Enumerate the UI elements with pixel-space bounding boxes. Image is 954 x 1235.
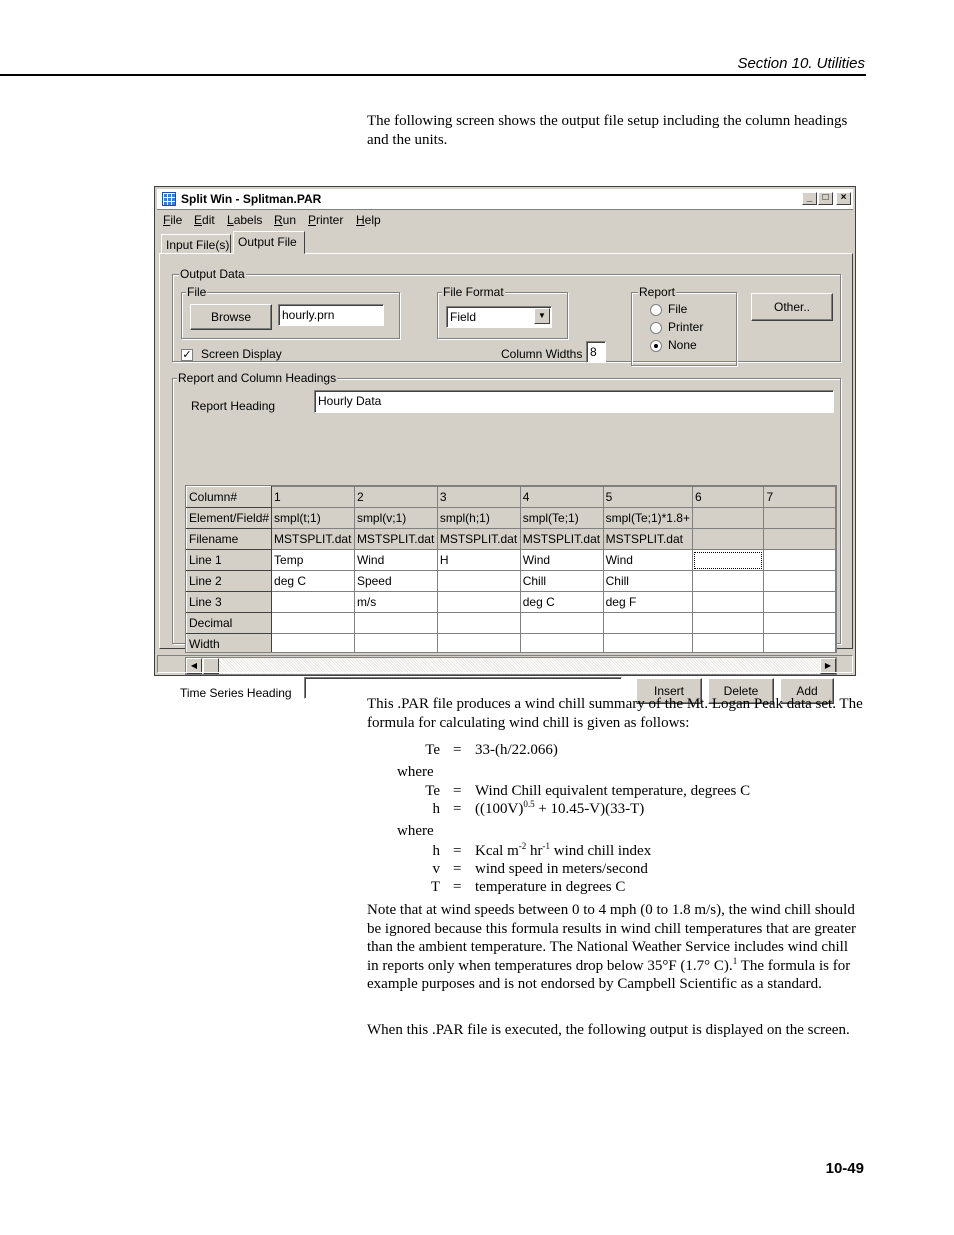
grid-cell[interactable]: 1 (272, 487, 355, 508)
intro-paragraph: The following screen shows the output file setup including the column headings and the units. (367, 113, 848, 148)
grid-cell[interactable]: MSTSPLIT.dat (272, 529, 355, 550)
grid-cell[interactable]: 5 (603, 487, 692, 508)
grid-cell[interactable]: MSTSPLIT.dat (354, 529, 437, 550)
table-row (187, 508, 836, 529)
insert-button[interactable]: Insert (636, 678, 702, 704)
headings-table (186, 486, 836, 653)
grid-cell[interactable] (764, 613, 836, 634)
column-widths-label: Column Widths (501, 347, 583, 361)
grid-cell[interactable] (692, 550, 763, 571)
file-group (181, 285, 400, 339)
file-format-select[interactable] (446, 306, 552, 328)
grid-cell[interactable] (692, 508, 763, 529)
def-h-index-val: Kcal $m^{-2}$ $hr^{-1}$ wind chill index (475, 841, 652, 859)
output-data-group (172, 267, 841, 362)
grid-cell[interactable]: 2 (354, 487, 437, 508)
grid-cell[interactable] (603, 634, 692, 654)
grid-cell[interactable]: 6 (692, 487, 763, 508)
body-paragraph-3: When this .PAR file is executed, the following output is displayed on the screen. (367, 1022, 850, 1038)
grid-cell[interactable] (692, 529, 763, 550)
def-h-eq: = (453, 801, 462, 817)
headings-group-label: Report and Column Headings (178, 371, 337, 385)
report-printer-radio[interactable] (650, 322, 662, 334)
report-printer-label: Printer (668, 320, 704, 334)
screen-display-label: Screen Display (201, 347, 282, 361)
grid-cell[interactable] (520, 613, 603, 634)
grid-row-header: Decimal (187, 613, 272, 634)
grid-cell[interactable]: deg C (272, 571, 355, 592)
file-format-label: File Format (443, 285, 504, 299)
grid-cell[interactable] (437, 592, 520, 613)
grid-cell[interactable]: m/s (354, 592, 437, 613)
report-file-radio[interactable] (650, 304, 662, 316)
def-h-index-eq: = (453, 843, 462, 859)
table-row (187, 550, 836, 571)
grid-cell[interactable]: smpl(Te;1)*1.8+ (603, 508, 692, 529)
page-number: 10-49 (825, 1160, 864, 1177)
table-row (187, 592, 836, 613)
grid-cell[interactable] (764, 571, 836, 592)
menu-file[interactable]: File (163, 213, 183, 227)
maximize-button[interactable]: □ (818, 192, 833, 205)
menu-labels[interactable]: Labels (227, 213, 263, 227)
grid-cell[interactable]: Wind (354, 550, 437, 571)
def-t-val: temperature in degrees C (475, 879, 626, 895)
table-row (187, 529, 836, 550)
delete-button[interactable]: Delete (708, 678, 774, 704)
body-paragraph-1: This .PAR file produces a wind chill summary of the Mt. Logan Peak data set. The formula for calculating wind chill is given as follows: (367, 696, 863, 731)
app-icon (162, 192, 176, 206)
tab-input-files[interactable]: Input File(s) (161, 234, 231, 254)
def-v-val: wind speed in meters/second (475, 861, 648, 877)
grid-cell[interactable]: 3 (437, 487, 520, 508)
table-row (187, 634, 836, 654)
grid-cell[interactable]: Temp (272, 550, 355, 571)
grid-cell[interactable]: Chill (520, 571, 603, 592)
grid-cell[interactable] (764, 592, 836, 613)
output-data-label: Output Data (180, 267, 245, 281)
scroll-left-icon[interactable]: ◀ (186, 658, 202, 674)
grid-cell[interactable] (520, 634, 603, 654)
other-button[interactable]: Other.. (751, 293, 833, 321)
minimize-button[interactable]: _ (802, 192, 817, 205)
report-none-radio[interactable] (650, 340, 662, 352)
grid-cell[interactable] (692, 613, 763, 634)
grid-cell[interactable] (354, 613, 437, 634)
def-te-val: Wind Chill equivalent temperature, degrees C (475, 783, 751, 799)
grid-cell[interactable]: MSTSPLIT.dat (437, 529, 520, 550)
where-2: where (397, 823, 434, 839)
file-format-value: Field (450, 310, 477, 324)
grid-cell[interactable] (603, 613, 692, 634)
grid-row-header: Line 3 (187, 592, 272, 613)
time-series-heading-label: Time Series Heading (180, 686, 292, 700)
report-heading-label: Report Heading (191, 399, 276, 413)
menu-help[interactable]: Help (356, 213, 381, 227)
grid-cell[interactable]: 7 (764, 487, 836, 508)
note-paragraph: Note that at wind speeds between 0 to 4 mph (0 to 1.8 m/s), the wind chill should be ignored because this formula results in wind chill temperatures that are greater than the ambient temperature. The National Weather Service includes wind chill in reports only when temperatures drop below 35°F (1.7° C).$^1$ The formula is for example purposes and is not endorsed by Campbell Scientific as a standard. (367, 902, 856, 992)
report-heading-field[interactable]: Hourly Data (314, 390, 834, 413)
grid-cell[interactable]: deg F (603, 592, 692, 613)
grid-cell[interactable]: H (437, 550, 520, 571)
def-t-eq: = (453, 879, 462, 895)
formula-te-eq: = (453, 742, 462, 758)
grid-cell[interactable]: smpl(Te;1) (520, 508, 603, 529)
grid-cell[interactable] (692, 592, 763, 613)
def-h-index-var: h (432, 843, 440, 859)
column-headings-grid[interactable] (185, 485, 837, 653)
grid-cell[interactable]: Wind (603, 550, 692, 571)
menu-run[interactable]: Run (274, 213, 297, 227)
grid-cell[interactable]: 4 (520, 487, 603, 508)
file-group-label: File (187, 285, 207, 299)
def-v-eq: = (453, 861, 462, 877)
grid-cell[interactable]: smpl(t;1) (272, 508, 355, 529)
grid-cell[interactable] (764, 508, 836, 529)
window-title: Split Win - Splitman.PAR (181, 192, 322, 206)
table-row (187, 571, 836, 592)
grid-cell[interactable]: MSTSPLIT.dat (603, 529, 692, 550)
title-bar (157, 189, 853, 210)
scroll-right-icon[interactable]: ▶ (820, 658, 836, 674)
def-te-var: Te (425, 783, 440, 799)
grid-cell[interactable] (437, 571, 520, 592)
formula-te-val: 33-(h/22.066) (475, 742, 558, 758)
grid-row-header: Element/Field# (187, 508, 272, 529)
grid-cell[interactable] (764, 550, 836, 571)
report-none-label: None (668, 338, 697, 352)
grid-cell[interactable] (437, 613, 520, 634)
split-win-window (154, 186, 856, 700)
grid-row-header: Line 1 (187, 550, 272, 571)
grid-cell[interactable] (272, 613, 355, 634)
def-h-var: h (432, 801, 440, 817)
section-header: Section 10. Utilities (737, 55, 865, 72)
grid-row-header: Line 2 (187, 571, 272, 592)
table-row (187, 487, 836, 508)
grid-row-header: Column# (187, 487, 272, 508)
tab-output-file[interactable]: Output File (233, 231, 305, 254)
grid-cell[interactable] (692, 634, 763, 654)
output-filename-field[interactable]: hourly.prn (278, 304, 384, 326)
def-te-eq: = (453, 783, 462, 799)
report-group (631, 285, 737, 366)
grid-cell[interactable]: MSTSPLIT.dat (520, 529, 603, 550)
chevron-down-icon[interactable]: ▼ (534, 308, 550, 324)
status-bar (157, 655, 853, 673)
grid-cell[interactable]: smpl(h;1) (437, 508, 520, 529)
table-row (187, 613, 836, 634)
grid-cell[interactable] (272, 592, 355, 613)
menu-printer[interactable]: Printer (308, 213, 344, 227)
def-t-var: T (430, 879, 440, 895)
grid-cell[interactable] (354, 634, 437, 654)
menu-edit[interactable]: Edit (194, 213, 215, 227)
footnote-ref: 1 (732, 955, 738, 966)
column-widths-field[interactable]: 8 (586, 341, 606, 363)
grid-cell[interactable]: Wind (520, 550, 603, 571)
formula-te-var: Te (425, 742, 440, 758)
header-rule (0, 74, 866, 76)
grid-cell[interactable]: Chill (603, 571, 692, 592)
grid-cell[interactable] (437, 634, 520, 654)
grid-cell[interactable] (272, 634, 355, 654)
grid-cell[interactable]: Speed (354, 571, 437, 592)
grid-row-header: Width (187, 634, 272, 654)
file-format-group (437, 285, 568, 339)
screen-display-checkbox[interactable]: ✓ (182, 349, 192, 361)
close-button[interactable]: × (836, 192, 851, 205)
grid-row-header: Filename (187, 529, 272, 550)
report-group-label: Report (639, 285, 676, 299)
add-button[interactable]: Add (780, 678, 834, 704)
grid-cell[interactable]: smpl(v;1) (354, 508, 437, 529)
browse-button[interactable]: Browse (190, 304, 272, 330)
grid-cell[interactable] (764, 634, 836, 654)
grid-cell[interactable]: deg C (520, 592, 603, 613)
grid-cell[interactable] (692, 571, 763, 592)
grid-cell[interactable] (764, 529, 836, 550)
def-v-var: v (432, 861, 440, 877)
output-file-panel (159, 253, 853, 700)
report-file-label: File (668, 302, 688, 316)
where-1: where (397, 764, 434, 780)
def-h-val: $((100V)^{0.5} + 10.45-V)(33-T)$ (475, 799, 645, 817)
